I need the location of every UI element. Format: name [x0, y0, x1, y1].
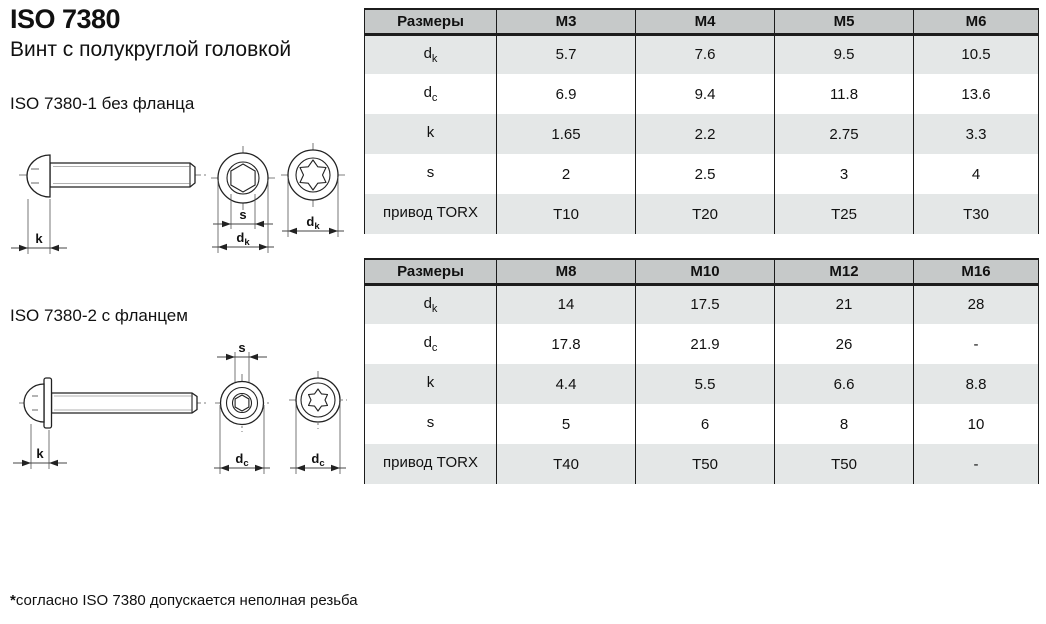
cell-value: 21: [775, 284, 914, 324]
cell-value: T50: [775, 444, 914, 484]
row-label: $d_k$: [365, 34, 497, 74]
cell-value: 7.6: [636, 34, 775, 74]
screw-side-view: [11, 155, 207, 254]
dc-dimension-label: $d_c$: [311, 451, 325, 469]
cell-value: 2.5: [636, 154, 775, 194]
variant2-label: ISO 7380-2 с фланцем: [10, 306, 188, 325]
row-label: привод TORX: [365, 194, 497, 234]
iso-7380-2-drawing: [5, 338, 357, 513]
cell-value: 2: [497, 154, 636, 194]
footnote-asterisk: *: [10, 592, 16, 609]
table-header-row: [365, 259, 1039, 284]
footnote: [10, 592, 358, 609]
cell-value: T10: [497, 194, 636, 234]
cell-value: 4.4: [497, 364, 636, 404]
table-row: [365, 194, 1039, 234]
screw-side-view: [13, 378, 207, 469]
table-row: [365, 154, 1039, 194]
k-dimension-label: k: [36, 446, 44, 461]
table-row: [365, 444, 1039, 484]
dk-dimension-label: $d_k$: [306, 214, 320, 232]
cell-value: 9.5: [775, 34, 914, 74]
col-header: M16: [914, 259, 1039, 284]
variant1-label: ISO 7380-1 без фланца: [10, 94, 195, 113]
table-header-row: [365, 9, 1039, 34]
cell-value: 5.7: [497, 34, 636, 74]
cell-value: T20: [636, 194, 775, 234]
cell-value: 8.8: [914, 364, 1039, 404]
cell-value: 6.6: [775, 364, 914, 404]
cell-value: 4: [914, 154, 1039, 194]
cell-value: 5.5: [636, 364, 775, 404]
table-row: [365, 404, 1039, 444]
table-row: [365, 74, 1039, 114]
cell-value: 28: [914, 284, 1039, 324]
col-header: M8: [497, 259, 636, 284]
table-row: [365, 114, 1039, 154]
cell-value: 11.8: [775, 74, 914, 114]
cell-value: 6.9: [497, 74, 636, 114]
s-dimension-label: s: [238, 340, 246, 355]
torx-socket-front-view: [289, 371, 347, 474]
col-header: M4: [636, 9, 775, 34]
cell-value: 2.2: [636, 114, 775, 154]
row-label: k: [365, 114, 497, 154]
cell-value: 6: [636, 404, 775, 444]
iso-7380-1-drawing: [5, 138, 357, 270]
col-header: M10: [636, 259, 775, 284]
row-label: s: [365, 404, 497, 444]
cell-value: T25: [775, 194, 914, 234]
cell-value: 1.65: [497, 114, 636, 154]
dimension-tables: [364, 8, 1040, 484]
cell-value: 10.5: [914, 34, 1039, 74]
hex-socket-front-view: [211, 146, 275, 253]
col-header: M12: [775, 259, 914, 284]
cell-value: 14: [497, 284, 636, 324]
footnote-text: согласно ISO 7380 допускается неполная резьба: [15, 592, 358, 609]
cell-value: 9.4: [636, 74, 775, 114]
cell-value: 26: [775, 324, 914, 364]
table-row: [365, 364, 1039, 404]
cell-value: -: [914, 444, 1039, 484]
dimensions-table-m3-m6: [364, 8, 1039, 234]
row-label: $d_c$: [365, 324, 497, 364]
cell-value: 13.6: [914, 74, 1039, 114]
cell-value: -: [914, 324, 1039, 364]
row-label: привод TORX: [365, 444, 497, 484]
cell-value: 17.8: [497, 324, 636, 364]
page-subtitle: Винт с полукруглой головкой: [10, 38, 292, 61]
cell-value: 3: [775, 154, 914, 194]
row-label: $d_c$: [365, 74, 497, 114]
k-dimension-label: k: [35, 231, 43, 246]
cell-value: T40: [497, 444, 636, 484]
dk-dimension-label: $d_k$: [236, 230, 250, 248]
cell-value: 3.3: [914, 114, 1039, 154]
dimensions-table-m8-m16: [364, 258, 1039, 484]
col-header: Размеры: [365, 9, 497, 34]
table-row: [365, 284, 1039, 324]
row-label: k: [365, 364, 497, 404]
table-row: [365, 34, 1039, 74]
cell-value: 2.75: [775, 114, 914, 154]
cell-value: 8: [775, 404, 914, 444]
col-header: Размеры: [365, 259, 497, 284]
torx-socket-front-view: [281, 143, 345, 237]
cell-value: 21.9: [636, 324, 775, 364]
page-title: ISO 7380: [10, 4, 121, 34]
dc-dimension-label: $d_c$: [235, 451, 249, 469]
cell-value: 10: [914, 404, 1039, 444]
row-label: s: [365, 154, 497, 194]
cell-value: 17.5: [636, 284, 775, 324]
col-header: M3: [497, 9, 636, 34]
row-label: $d_k$: [365, 284, 497, 324]
cell-value: T30: [914, 194, 1039, 234]
hex-socket-front-view: [214, 340, 270, 474]
table-row: [365, 324, 1039, 364]
col-header: M5: [775, 9, 914, 34]
cell-value: T50: [636, 444, 775, 484]
col-header: M6: [914, 9, 1039, 34]
cell-value: 5: [497, 404, 636, 444]
s-dimension-label: s: [239, 207, 247, 222]
